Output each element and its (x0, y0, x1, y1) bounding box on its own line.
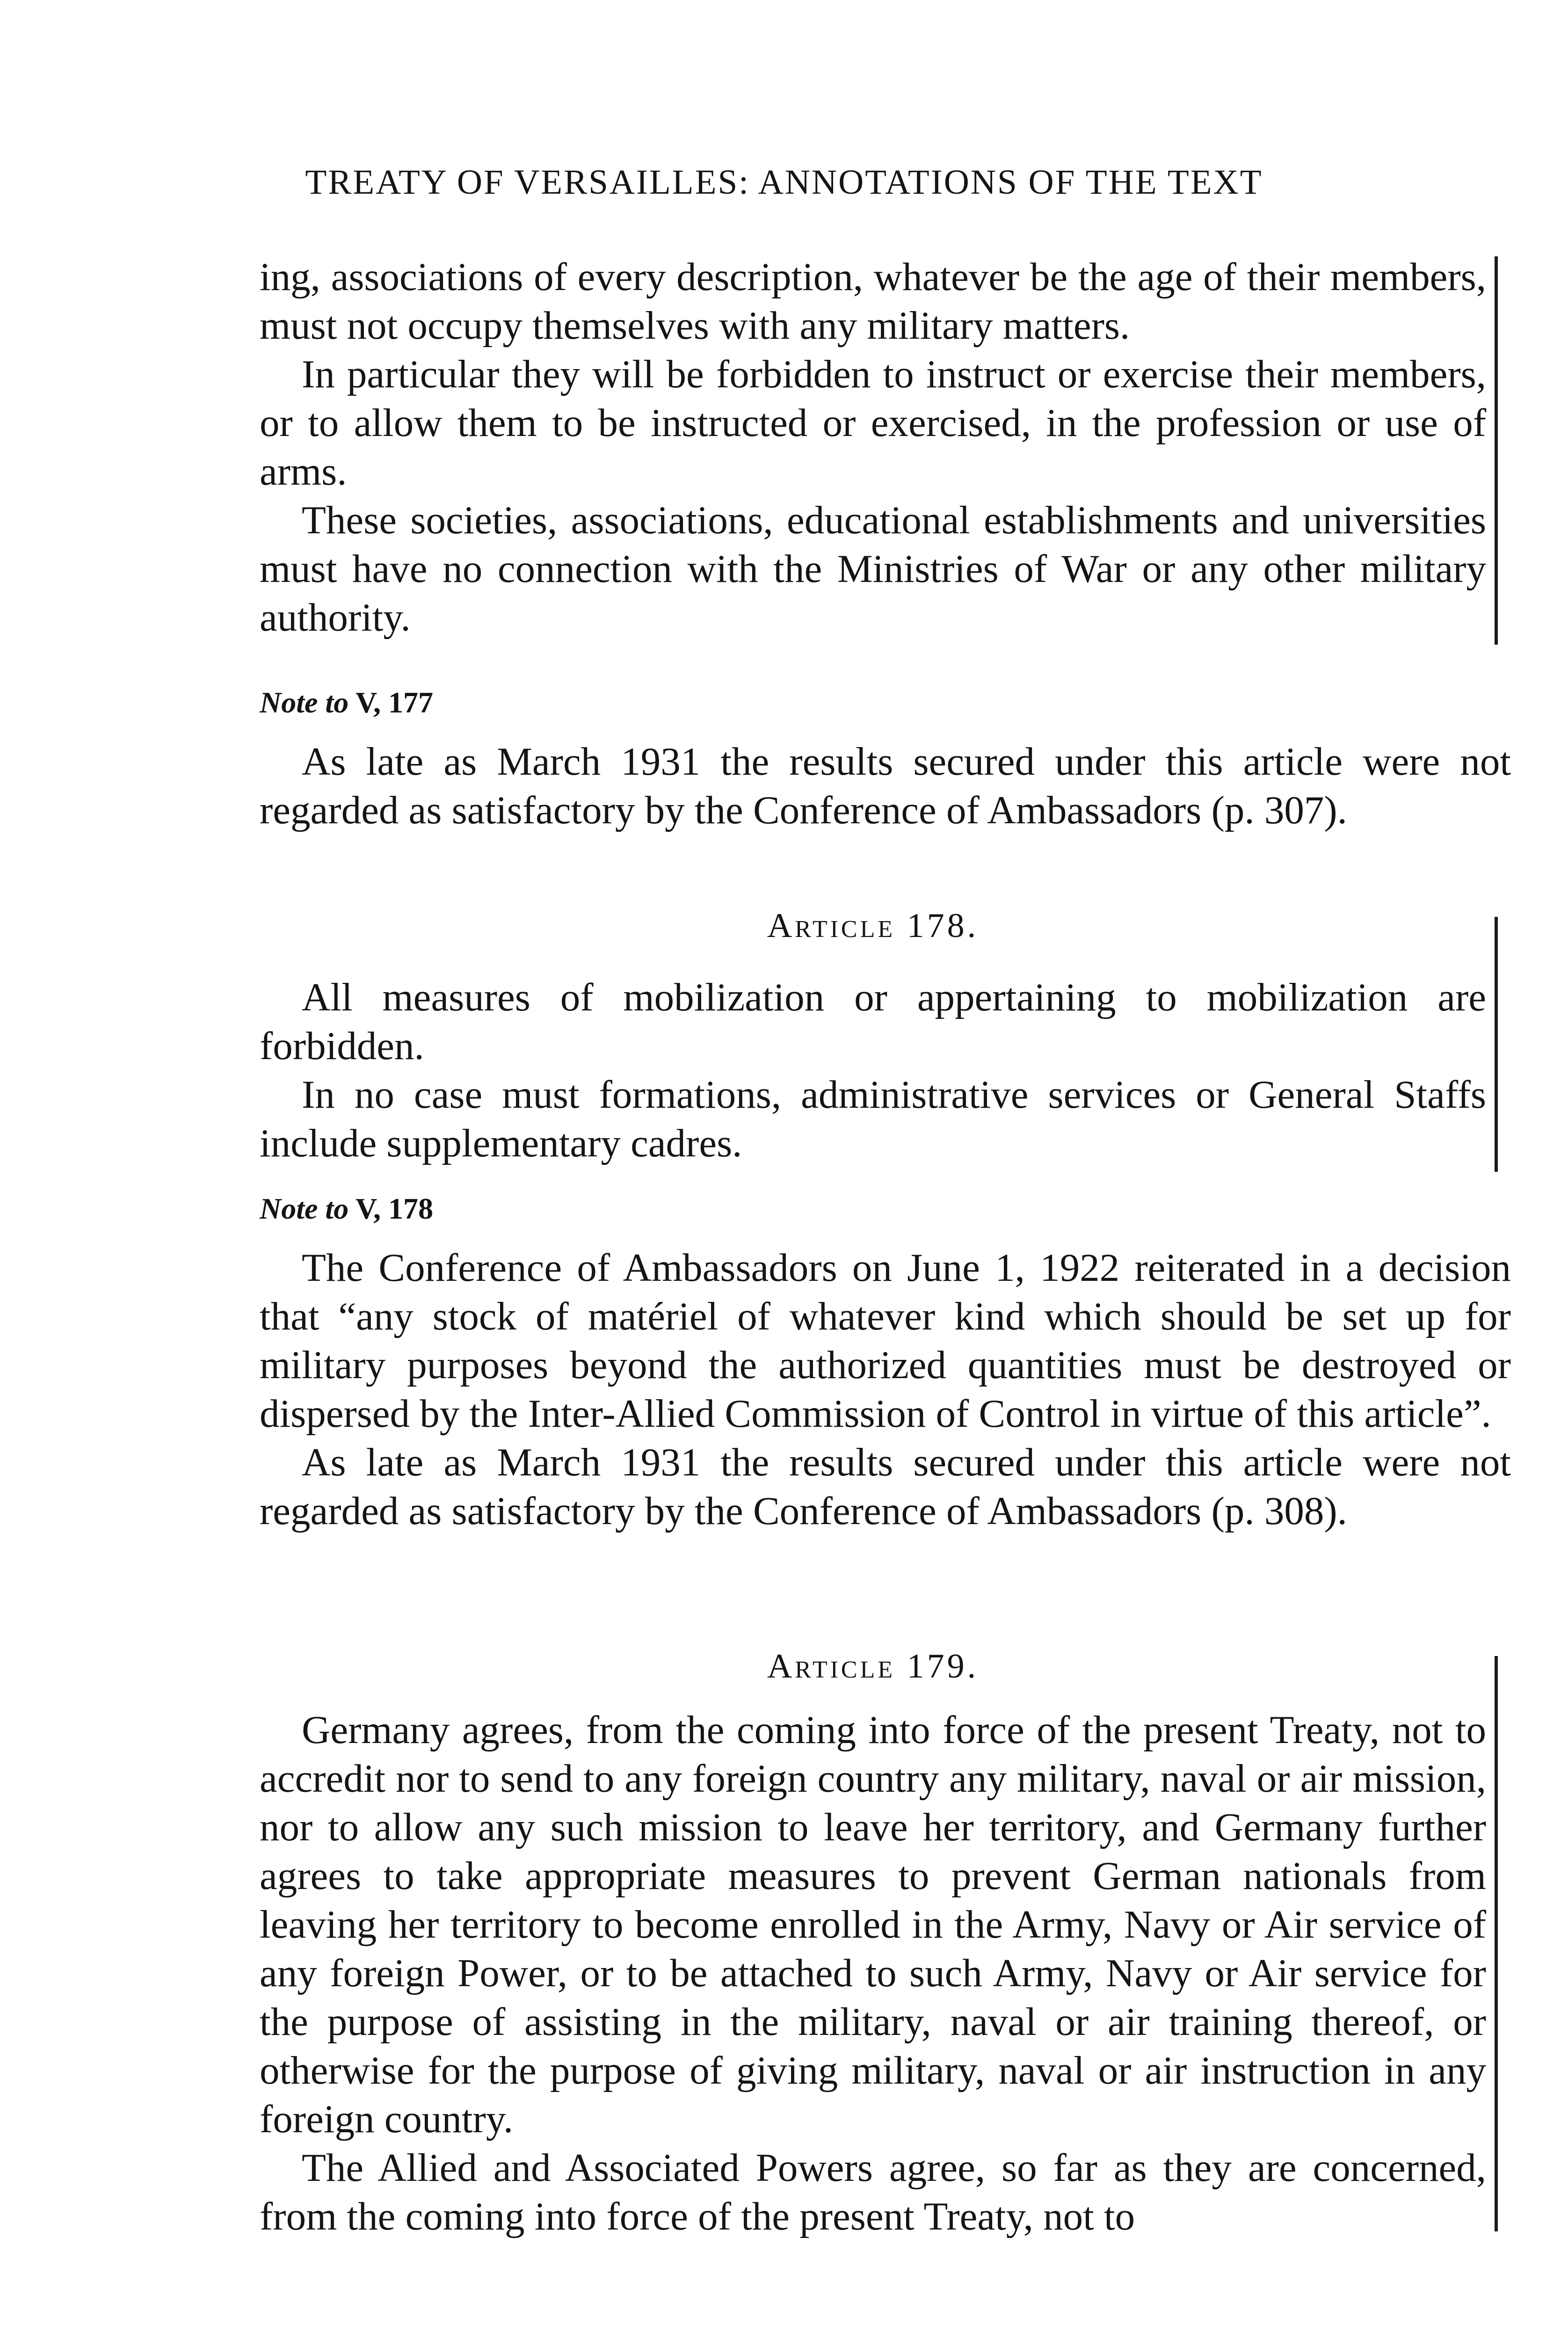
note-178 (260, 1194, 1511, 1535)
note-178-paragraph-2: As late as March 1931 the results secured under this article were not regarded as satisfactory by the Conference of Ambassadors (p. 308). (260, 1440, 1511, 1533)
article-177-paragraph-1: ing, associations of every description, whatever be the age of their members, must not occupy themselves with any military matters. (260, 255, 1486, 348)
article-177-continued (260, 253, 1486, 642)
note-177-label: Note to V, 177 (260, 686, 433, 719)
article-178-paragraph-1: All measures of mobilization or appertaining to mobilization are forbidden. (260, 975, 1486, 1068)
treaty-text-marker-bar (1495, 1656, 1498, 2231)
note-177-paragraph: As late as March 1931 the results secured under this article were not regarded as satisfactory by the Conference of Ambassadors (p. 307). (260, 740, 1511, 832)
article-178-body (260, 973, 1486, 1168)
note-177 (260, 688, 1511, 835)
article-177-paragraph-2: In particular they will be forbidden to instruct or exercise their members, or to allow them to be instructed or exercised, in the profession or use of arms. (260, 352, 1486, 494)
article-178-heading: Article 178. (767, 907, 979, 945)
article-178-paragraph-2: In no case must formations, administrative services or General Staffs include supplementary cadres. (260, 1073, 1486, 1165)
article-177-paragraph-3: These societies, associations, educational establishments and universities must have no connection with the Ministries of War or any other military authority. (260, 498, 1486, 639)
article-179-body (260, 1706, 1486, 2241)
article-179-paragraph-1: Germany agrees, from the coming into force of the present Treaty, not to accredit nor to send to any foreign country any military, naval or air mission, nor to allow any such mission to leave her territory, and Germany further agrees to take appropriate measures to prevent German nationals from leaving her territory to become enrolled in the Army, Navy or Air service of any foreign Power, or to be attached to such Army, Navy or Air service for the purpose of assisting in the military, naval or air training thereof, or otherwise for the purpose of giving military, naval or air instruction in any foreign country. (260, 1708, 1486, 2141)
treaty-text-marker-bar (1495, 256, 1498, 645)
note-178-paragraph-1: The Conference of Ambassadors on June 1, 1922 reiterated in a decision that “any stock of matériel of whatever kind which should be set up for military purposes beyond the authorized quantities must be destroyed or dispersed by the Inter-Allied Commission of Control in virtue of this article”. (260, 1246, 1511, 1436)
article-179-heading: Article 179. (767, 1647, 979, 1685)
article-179-paragraph-2: The Allied and Associated Powers agree, so far as they are concerned, from the coming into force of the present Treaty, not to (260, 2146, 1486, 2238)
note-178-label: Note to V, 178 (260, 1192, 433, 1225)
running-head: TREATY OF VERSAILLES: ANNOTATIONS OF THE TEXT (305, 163, 1263, 202)
treaty-text-marker-bar (1495, 917, 1498, 1172)
